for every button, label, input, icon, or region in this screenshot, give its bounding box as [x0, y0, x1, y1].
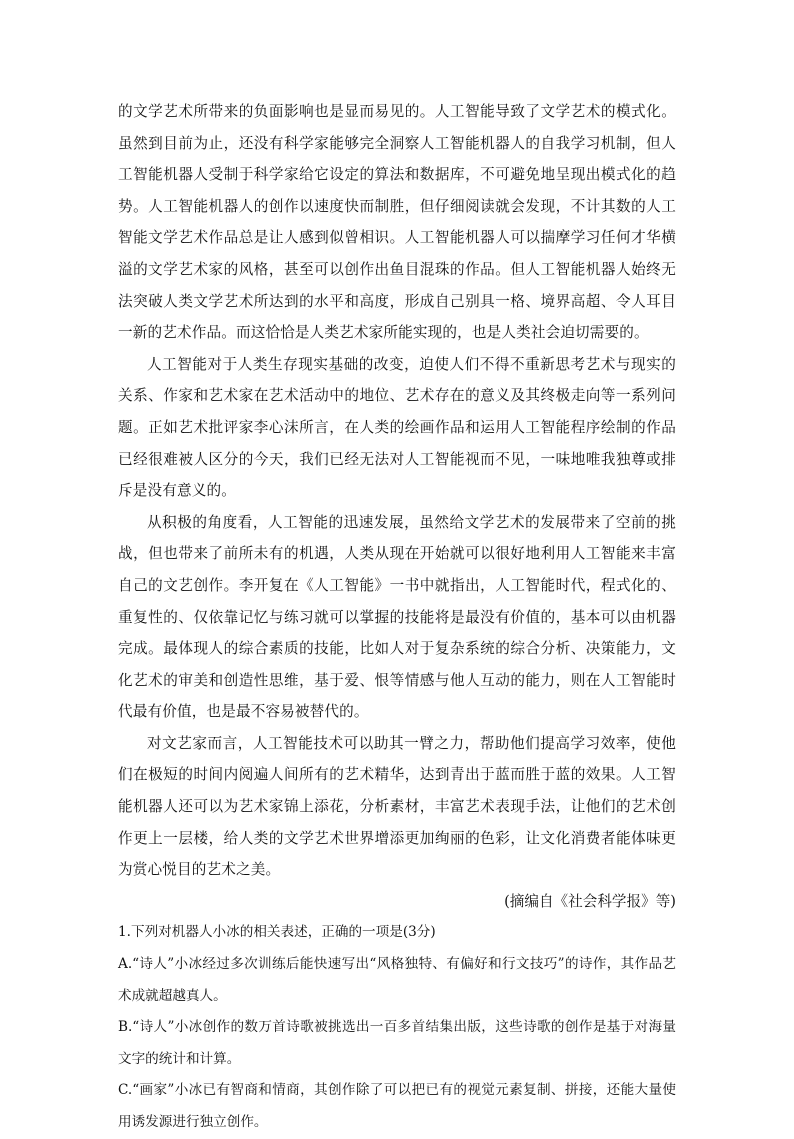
article-paragraph-3: 从积极的角度看，人工智能的迅速发展，虽然给文学艺术的发展带来了空前的挑战，但也带来了前所未有的机遇，人类从现在开始就可以很好地利用人工智能来丰富自己的文艺创作。李开复在《人工智能》一书中就指出，人工智能时代，程式化的、重复性的、仅依靠记忆与练习就可以掌握的技能将是最没有价值的，基本可以由机器完成。最体现人的综合素质的技能，比如人对于复杂系统的综合分析、决策能力，文化艺术的审美和创造性思维，基于爱、恨等情感与他人互动的能力，则在人工智能时代最有价值，也是最不容易被替代的。 — [118, 513, 676, 721]
article-paragraph-2: 人工智能对于人类生存现实基础的改变，迫使人们不得不重新思考艺术与现实的关系、作家和艺术家在艺术活动中的地位、艺术存在的意义及其终极走向等一系列问题。正如艺术批评家李心沫所言，在人类的绘画作品和运用人工智能程序绘制的作品已经很难被人区分的今天，我们已经无法对人工智能视而不见，一味地唯我独尊或排斥是没有意义的。 — [118, 355, 676, 500]
question-option-a: A.“诗人”小冰经过多次训练后能快速写出“风格独特、有偏好和行文技巧”的诗作，其作品艺术成就超越真人。 — [118, 956, 676, 1004]
question-option-c: C.“画家”小冰已有智商和情商，其创作除了可以把已有的视觉元素复制、拼接，还能大量使用诱发源进行独立创作。 — [118, 1082, 676, 1130]
document-page — [118, 96, 676, 1139]
article-paragraph-1: 的文学艺术所带来的负面影响也是显而易见的。人工智能导致了文学艺术的模式化。虽然到目前为止，还没有科学家能够完全洞察人工智能机器人的自我学习机制，但人工智能机器人受制于科学家给它设定的算法和数据库，不可避免地呈现出模式化的趋势。人工智能机器人的创作以速度快而制胜，但仔细阅读就会发现，不计其数的人工智能文学艺术作品总是让人感到似曾相识。人工智能机器人可以揣摩学习任何才华横溢的文学艺术家的风格，甚至可以创作出鱼目混珠的作品。但人工智能机器人始终无法突破人类文学艺术所达到的水平和高度，形成自己别具一格、境界高超、令人耳目一新的艺术作品。而这恰恰是人类艺术家所能实现的，也是人类社会迫切需要的。 — [118, 103, 676, 342]
question-option-b: B.“诗人”小冰创作的数万首诗歌被挑选出一百多首结集出版，这些诗歌的创作是基于对海量文字的统计和计算。 — [118, 1019, 676, 1067]
article-source: (摘编自《社会科学报》等) — [504, 892, 676, 910]
article-paragraph-4: 对文艺家而言，人工智能技术可以助其一臂之力，帮助他们提高学习效率，使他们在极短的时间内阅遍人间所有的艺术精华，达到青出于蓝而胜于蓝的效果。人工智能机器人还可以为艺术家锦上添花，分析素材，丰富艺术表现手法，让他们的艺术创作更上一层楼，给人类的文学艺术世界增添更加绚丽的色彩，让文化消费者能体味更为赏心悦目的艺术之美。 — [118, 734, 676, 879]
question-title: 1.下列对机器人小冰的相关表述，正确的一项是(3分) — [118, 924, 436, 941]
